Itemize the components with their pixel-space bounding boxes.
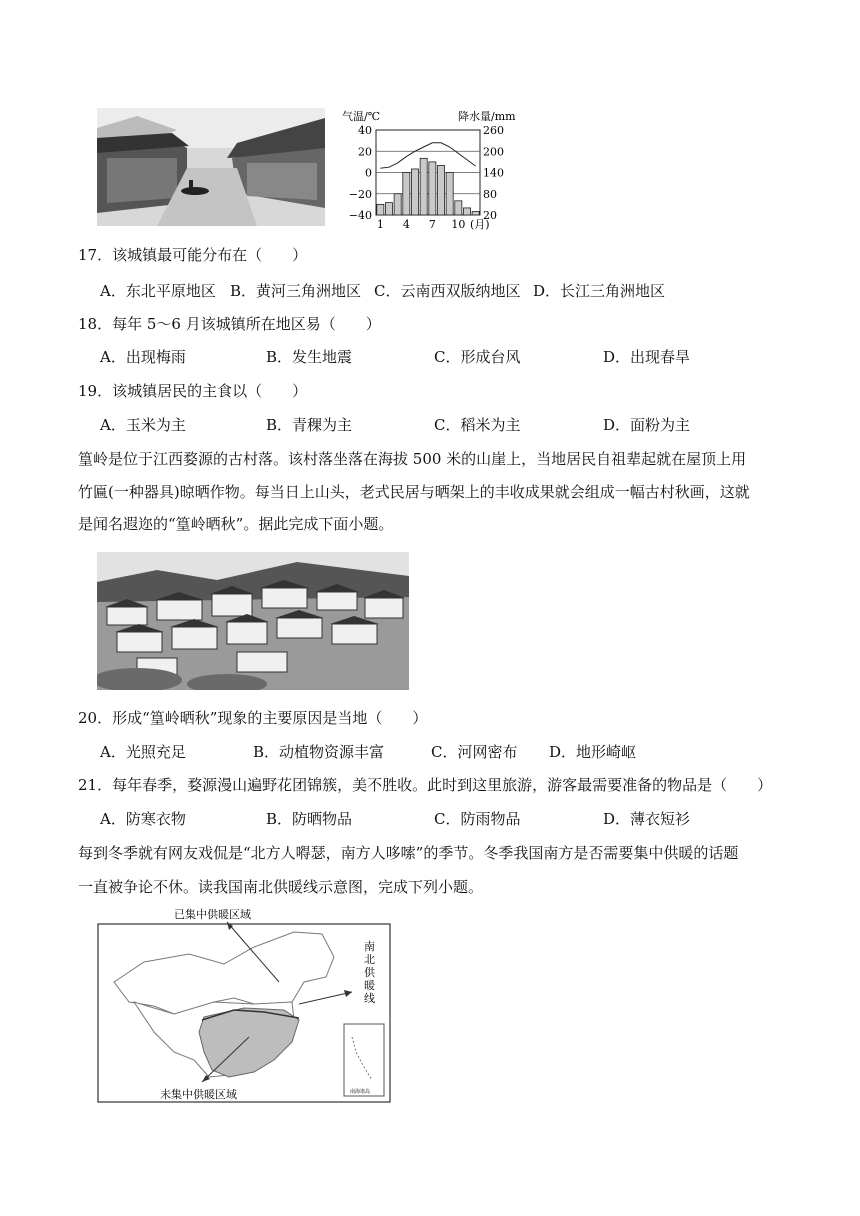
passage-1-line-2: 竹匾(一种器具)晾晒作物。每当日上山头，老式民居与晒架上的丰收成果就会组成一幅古村秋画，这就 <box>78 483 750 501</box>
month-tick-label: 4 <box>402 218 410 231</box>
month-unit-label: (月) <box>470 218 490 231</box>
q20-option-c[interactable]: C．河网密布 <box>431 743 518 761</box>
q19-option-b[interactable]: B．青稞为主 <box>266 416 353 434</box>
q18-option-b[interactable]: B．发生地震 <box>266 348 353 366</box>
heating-line-map <box>94 902 394 1107</box>
q17-option-d[interactable]: D．长江三角洲地区 <box>533 282 666 300</box>
precipitation-bar <box>420 158 427 215</box>
q21-option-a[interactable]: A．防寒衣物 <box>100 810 186 828</box>
precipitation-bar <box>429 162 436 215</box>
temperature-tick-label: −20 <box>348 187 372 201</box>
precipitation-bar <box>377 204 384 215</box>
month-tick-label: 7 <box>428 218 436 231</box>
temperature-tick-label: 20 <box>358 145 372 159</box>
label-heated-region: 已集中供暖区域 <box>174 908 251 921</box>
precipitation-bar <box>403 173 410 216</box>
q19-stem: 19．该城镇居民的主食以（ ） <box>78 382 308 400</box>
precipitation-axis-title: 降水量/mm <box>458 110 516 123</box>
precipitation-bar <box>472 211 479 215</box>
temperature-tick-label: 0 <box>365 166 372 180</box>
passage-1-line-3: 是闻名遐迩的“篁岭晒秋”。据此完成下面小题。 <box>78 515 394 533</box>
inset-label: 南海诸岛 <box>350 1089 371 1095</box>
temperature-tick-label: 40 <box>358 124 372 137</box>
precipitation-tick-label: 260 <box>483 124 504 137</box>
q17-option-a[interactable]: A．东北平原地区 <box>100 282 216 300</box>
precipitation-bar <box>385 203 392 215</box>
climate-chart <box>338 108 528 232</box>
water-town-photo <box>97 108 325 226</box>
precipitation-bar <box>463 208 470 215</box>
q21-option-b[interactable]: B．防晒物品 <box>266 810 353 828</box>
month-axis <box>377 218 465 231</box>
label-heating-line: 南北供暖线 <box>364 940 375 1005</box>
temperature-axis-title: 气温/℃ <box>342 110 381 123</box>
q20-stem: 20．形成“篁岭晒秋”现象的主要原因是当地（ ） <box>78 709 428 727</box>
temperature-axis <box>349 124 372 222</box>
q19-option-c[interactable]: C．稻米为主 <box>434 416 521 434</box>
q17-stem: 17．该城镇最可能分布在（ ） <box>78 246 308 264</box>
q18-option-d[interactable]: D．出现春旱 <box>603 348 691 366</box>
q17-option-b[interactable]: B．黄河三角洲地区 <box>230 282 362 300</box>
q21-option-c[interactable]: C．防雨物品 <box>434 810 521 828</box>
passage-2-line-2: 一直被争论不休。读我国南北供暖线示意图，完成下列小题。 <box>78 878 484 896</box>
q20-option-b[interactable]: B．动植物资源丰富 <box>253 743 385 761</box>
month-tick-label: 1 <box>376 218 384 231</box>
precipitation-bar <box>437 165 444 215</box>
precipitation-tick-label: 140 <box>483 166 504 180</box>
month-tick-label: 10 <box>451 218 466 231</box>
q18-stem: 18．每年 5～6 月该城镇所在地区易（ ） <box>78 315 381 333</box>
precipitation-axis <box>483 124 504 222</box>
village-photo <box>97 552 409 690</box>
precipitation-bar <box>394 194 401 215</box>
q20-option-a[interactable]: A．光照充足 <box>100 743 186 761</box>
q21-stem: 21．每年春季，婺源漫山遍野花团锦簇，美不胜收。此时到这里旅游，游客最需要准备的物品是（ ） <box>78 776 773 794</box>
precipitation-bar <box>455 201 462 215</box>
precipitation-tick-label: 20 <box>483 209 497 222</box>
q17-option-c[interactable]: C．云南西双版纳地区 <box>374 282 521 300</box>
passage-2-line-1: 每到冬季就有网友戏侃是“北方人嘚瑟，南方人哆嗦”的季节。冬季我国南方是否需要集中供暖的话题 <box>78 844 739 862</box>
precipitation-bar <box>411 169 418 215</box>
q21-option-d[interactable]: D．薄衣短衫 <box>603 810 691 828</box>
temperature-tick-label: −40 <box>348 209 372 222</box>
precipitation-bar <box>446 173 453 216</box>
q19-option-a[interactable]: A．玉米为主 <box>100 416 186 434</box>
precipitation-tick-label: 80 <box>483 187 497 201</box>
temperature-line <box>380 143 475 169</box>
q20-option-d[interactable]: D．地形崎岖 <box>549 743 637 761</box>
precipitation-tick-label: 200 <box>483 145 504 159</box>
q19-option-d[interactable]: D．面粉为主 <box>603 416 691 434</box>
q18-option-a[interactable]: A．出现梅雨 <box>100 348 186 366</box>
q18-option-c[interactable]: C．形成台风 <box>434 348 521 366</box>
passage-1-line-1: 篁岭是位于江西婺源的古村落。该村落坐落在海拔 500 米的山崖上，当地居民自祖辈起就在屋顶上用 <box>78 450 747 468</box>
label-unheated-region: 未集中供暖区域 <box>160 1088 237 1101</box>
